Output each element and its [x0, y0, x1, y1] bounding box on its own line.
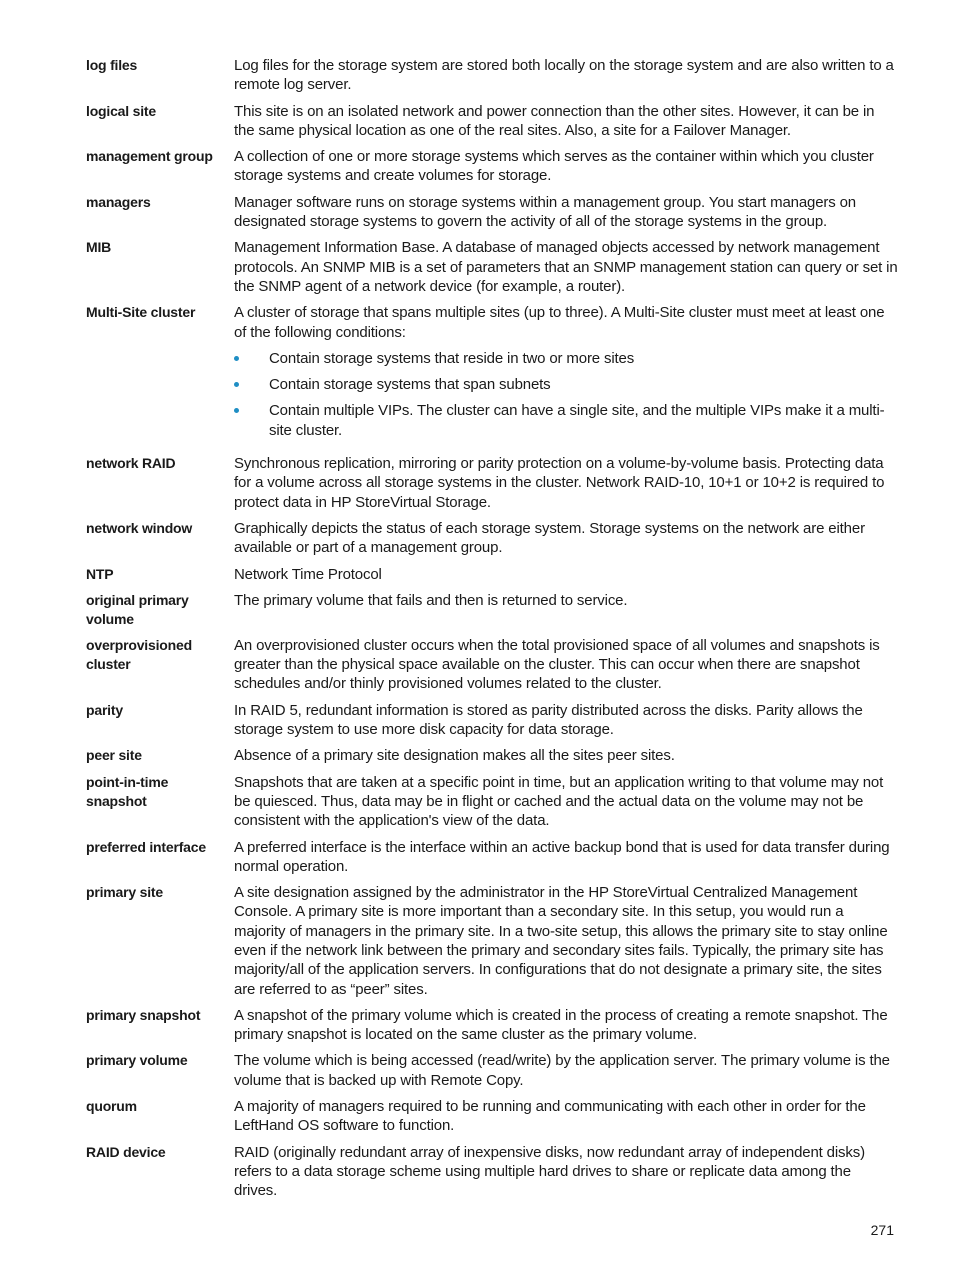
glossary-term: primary snapshot	[86, 1006, 201, 1023]
glossary-entry	[86, 102, 898, 141]
glossary-term: network window	[86, 519, 193, 536]
glossary-entry	[86, 746, 898, 765]
glossary-list	[86, 56, 898, 1208]
glossary-term: MIB	[86, 239, 112, 256]
glossary-definition: A snapshot of the primary volume which is created in the process of creating a remote snapshot. The primary snapshot is located on the same cluster as the primary volume.	[234, 1006, 888, 1044]
glossary-term: management group	[86, 148, 213, 165]
glossary-term: RAID device	[86, 1143, 166, 1160]
bullet-dot-icon	[234, 382, 239, 387]
glossary-definition: Network Time Protocol	[234, 565, 382, 583]
glossary-definition: The primary volume that fails and then is returned to service.	[234, 591, 628, 609]
glossary-entry	[86, 838, 898, 877]
bullet-list	[234, 349, 898, 440]
glossary-term: parity	[86, 701, 123, 718]
glossary-definition-block	[234, 303, 898, 447]
glossary-entry	[86, 883, 898, 999]
glossary-term: quorum	[86, 1098, 137, 1115]
bullet-item	[234, 375, 898, 394]
glossary-definition: This site is on an isolated network and power connection than the other sites. However, it can be in the same physical location as one of the real sites. Also, a site for a Failover Manager.	[234, 102, 875, 139]
bullet-dot-icon	[234, 356, 239, 361]
glossary-definition: A cluster of storage that spans multiple sites (up to three). A Multi-Site cluster must meet at least one of the following conditions:	[234, 304, 885, 341]
glossary-term: peer site	[86, 747, 142, 764]
glossary-entry	[86, 591, 898, 629]
glossary-definition: Graphically depicts the status of each storage system. Storage systems on the network are either available or part of a management group.	[234, 519, 865, 557]
bullet-item	[234, 349, 898, 368]
glossary-term: original primary volume	[86, 591, 189, 627]
bullet-text: Contain storage systems that reside in two or more sites	[269, 349, 635, 367]
glossary-definition: Management Information Base. A database of managed objects accessed by network management protocols. An SNMP MIB is a set of parameters that an SNMP management station can query or set in the SNMP agent of a network device (for example, a router).	[234, 239, 898, 295]
glossary-definition: An overprovisioned cluster occurs when the total provisioned space of all volumes and snapshots is greater than the physical space available on the cluster. This can occur when there are snapshot schedules and/or thinly provisioned volumes related to the cluster.	[234, 636, 880, 693]
glossary-entry	[86, 773, 898, 831]
bullet-text: Contain storage systems that span subnets	[269, 376, 551, 394]
glossary-term: managers	[86, 193, 151, 210]
glossary-entry	[86, 454, 898, 512]
glossary-term: primary volume	[86, 1052, 188, 1069]
bullet-item	[234, 401, 898, 440]
glossary-definition: A site designation assigned by the administrator in the HP StoreVirtual Centralized Management Console. A primary site is more important than a secondary site. In this setup, you would run a majority of managers in the primary site. In a two-site setup, this allows the primary site to stay online even if the network link between the primary and secondary sites fails. Typically, the primary site has majority/all of the application servers. In configurations that do not designate a primary site, the sites are referred to as “peer” sites.	[234, 884, 888, 998]
glossary-entry	[86, 1143, 898, 1201]
glossary-definition: In RAID 5, redundant information is stored as parity distributed across the disks. Parity allows the storage system to use more disk capacity for data storage.	[234, 701, 863, 739]
glossary-term: preferred interface	[86, 838, 206, 855]
glossary-term: network RAID	[86, 455, 176, 472]
glossary-entry	[86, 303, 898, 447]
glossary-definition: A collection of one or more storage systems which serves as the container within which you cluster storage systems and create volumes for storage.	[234, 148, 874, 185]
glossary-entry	[86, 519, 898, 558]
glossary-entry	[86, 1051, 898, 1090]
glossary-term: point-in-time snapshot	[86, 773, 169, 809]
glossary-term: primary site	[86, 884, 163, 901]
glossary-entry	[86, 238, 898, 296]
page-number: 271	[870, 1222, 894, 1238]
glossary-entry	[86, 1097, 898, 1136]
glossary-definition: Manager software runs on storage systems within a management group. You start managers on designated storage systems to govern the activity of all of the storage systems in the group.	[234, 193, 856, 231]
glossary-term: overprovisioned cluster	[86, 636, 192, 672]
glossary-entry	[86, 56, 898, 95]
glossary-definition: RAID (originally redundant array of inexpensive disks, now redundant array of independent disks) refers to a data storage scheme using multiple hard drives to share or replicate data among the drives.	[234, 1143, 865, 1200]
bullet-dot-icon	[234, 408, 239, 413]
bullet-text: Contain multiple VIPs. The cluster can have a single site, and the multiple VIPs make it a multi-site cluster.	[269, 402, 885, 439]
glossary-definition: A majority of managers required to be running and communicating with each other in order for the LeftHand OS software to function.	[234, 1098, 866, 1135]
glossary-definition: Snapshots that are taken at a specific point in time, but an application writing to that volume may not be quiesced. Thus, data may be in flight or cached and the actual data on the volume may not be consistent with the application's view of the data.	[234, 773, 884, 830]
glossary-definition: Log files for the storage system are stored both locally on the storage system and are also written to a remote log server.	[234, 57, 894, 94]
glossary-entry	[86, 701, 898, 740]
glossary-term: Multi-Site cluster	[86, 304, 196, 321]
glossary-definition: A preferred interface is the interface within an active backup bond that is used for data transfer during normal operation.	[234, 838, 890, 875]
glossary-entry	[86, 193, 898, 232]
glossary-definition: Absence of a primary site designation makes all the sites peer sites.	[234, 747, 675, 765]
glossary-entry	[86, 147, 898, 186]
glossary-definition: Synchronous replication, mirroring or parity protection on a volume-by-volume basis. Protecting data for a volume across all storage systems in the cluster. Network RAID-10, 10+1 or 10+2 is required to protect data in HP StoreVirtual Storage.	[234, 455, 885, 511]
glossary-definition: The volume which is being accessed (read/write) by the application server. The primary volume is the volume that is backed up with Remote Copy.	[234, 1052, 890, 1089]
glossary-entry	[86, 565, 898, 584]
glossary-entry	[86, 636, 898, 694]
glossary-term: logical site	[86, 102, 156, 119]
glossary-term: log files	[86, 57, 138, 73]
glossary-term: NTP	[86, 565, 114, 582]
glossary-entry	[86, 1006, 898, 1045]
